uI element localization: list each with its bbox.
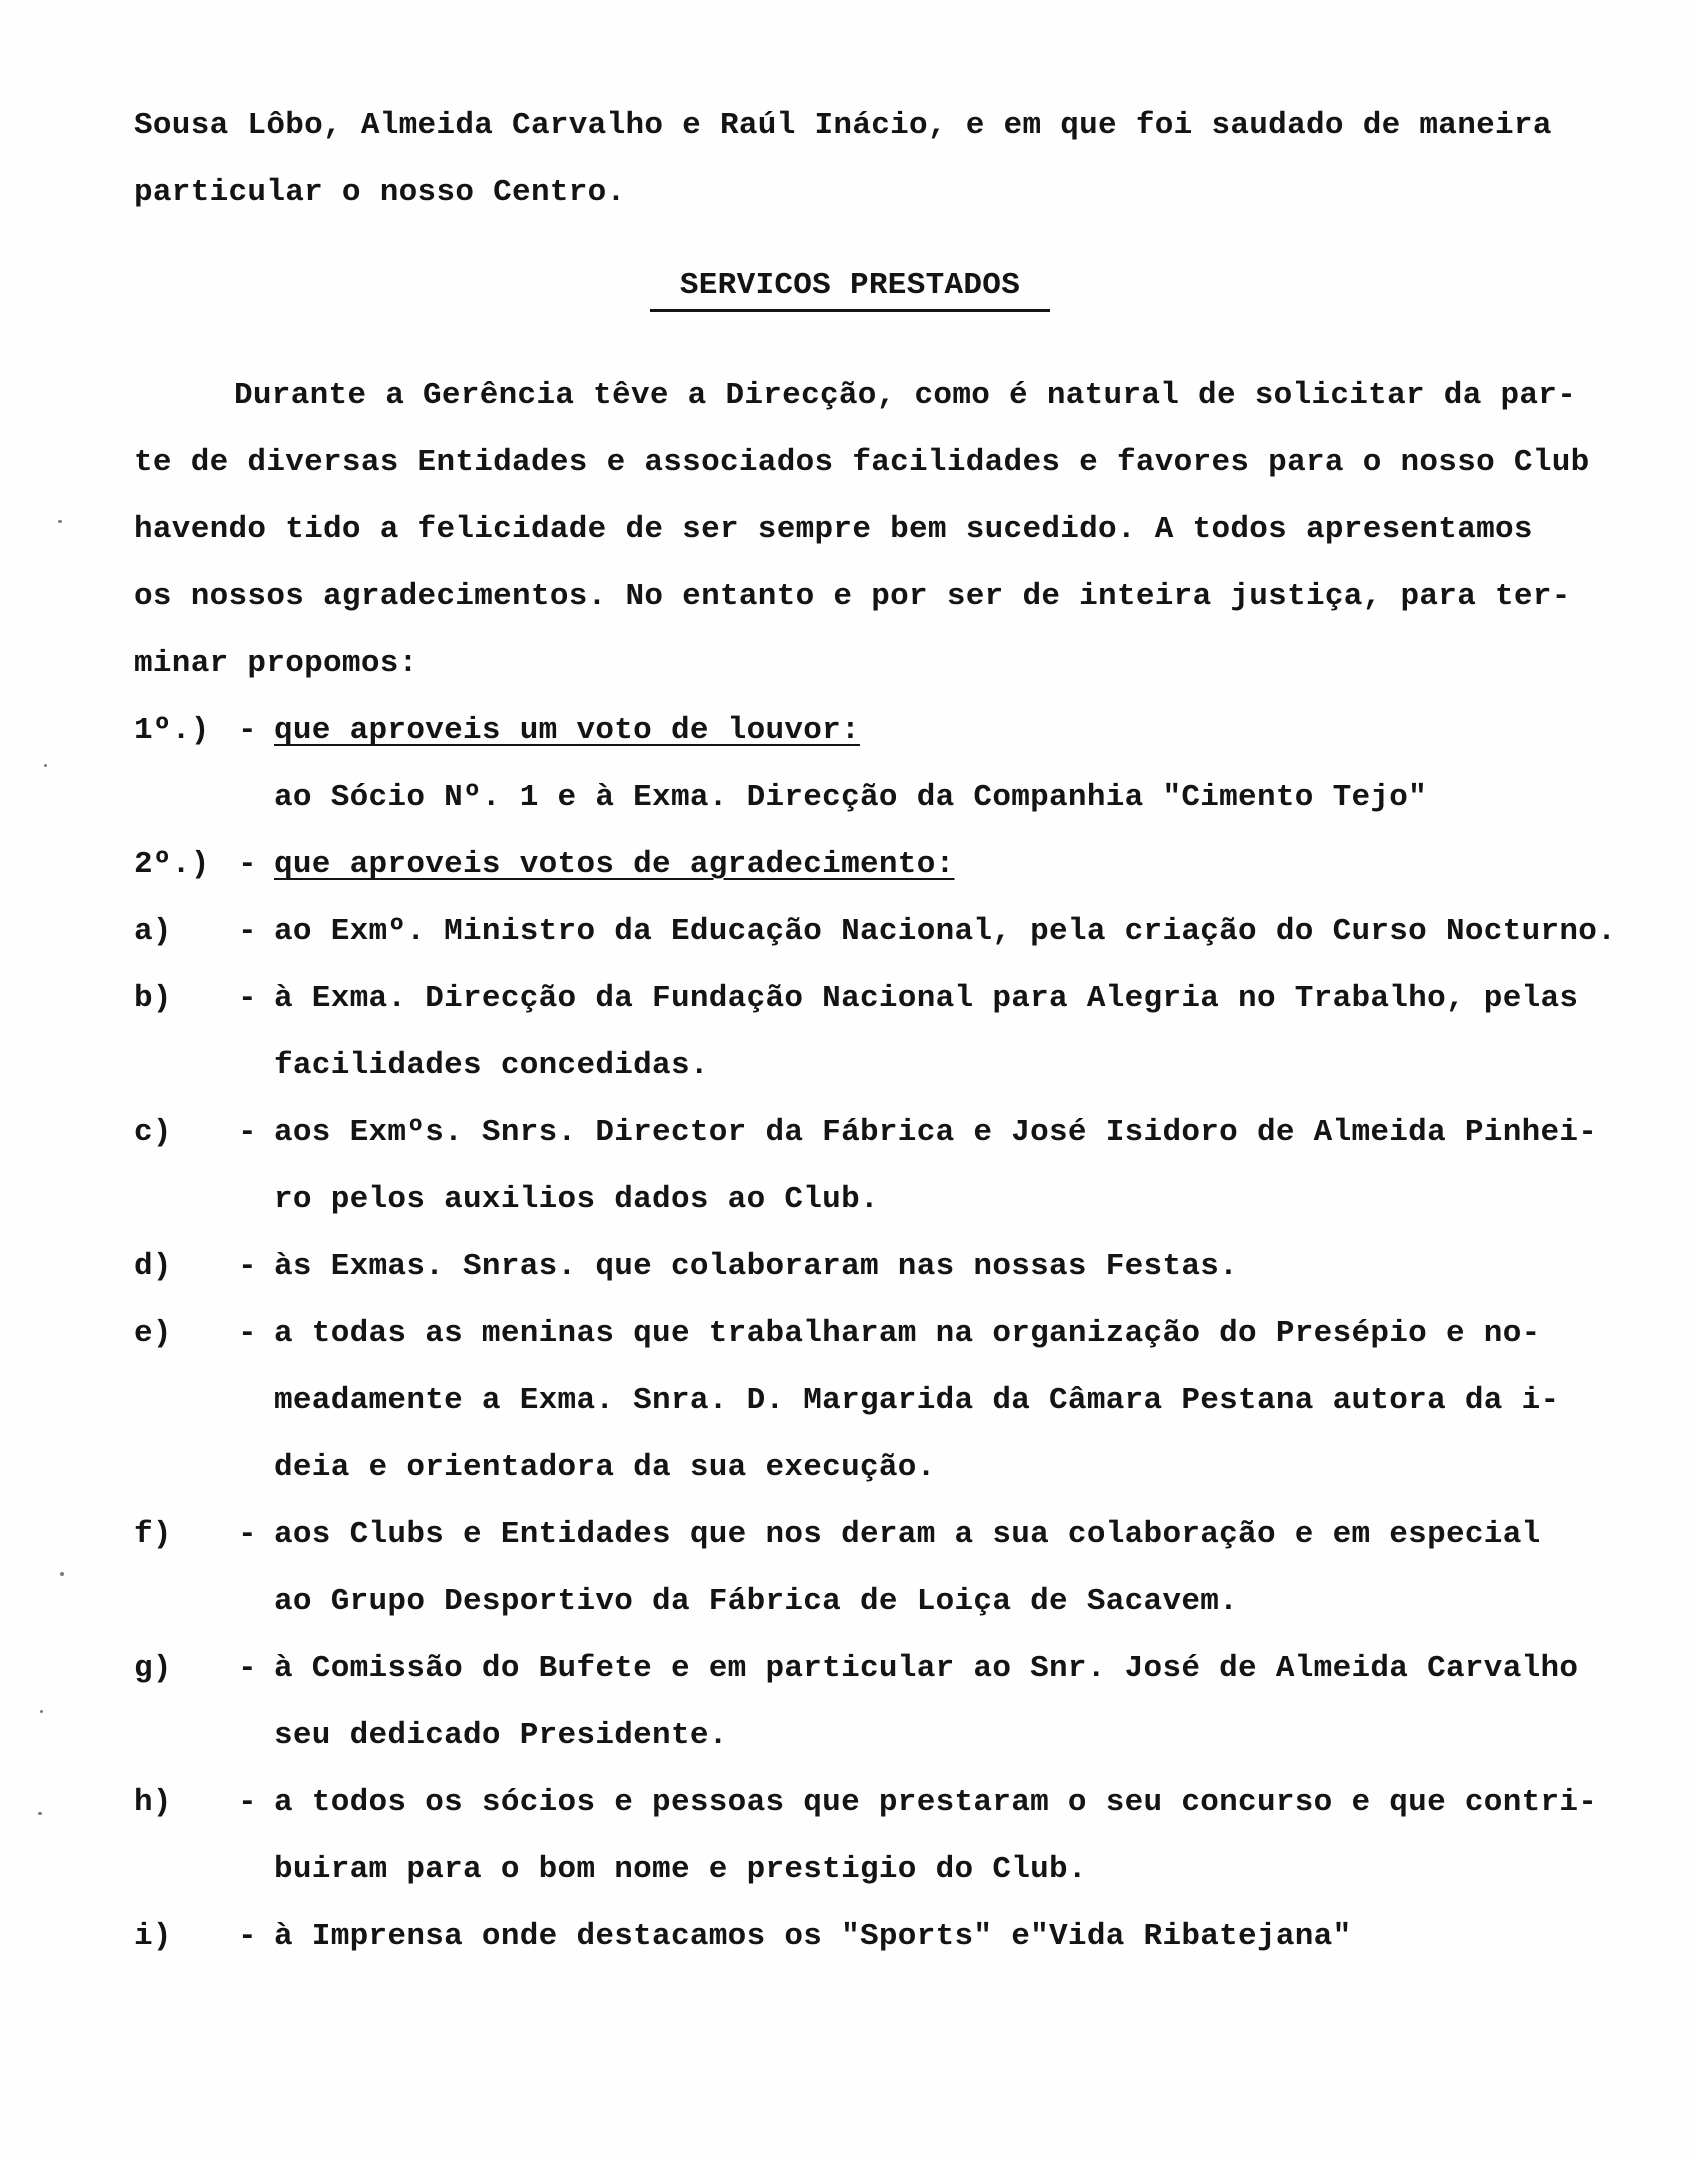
- item-dash: -: [238, 1249, 257, 1284]
- proposal-heading: que aproveis votos de agradecimento:: [274, 847, 955, 882]
- paragraph-line: minar propomos:: [134, 646, 418, 681]
- item-text: meadamente a Exma. Snra. D. Margarida da Câmara Pestana autora da i-: [274, 1383, 1560, 1418]
- scan-speck: [60, 1572, 64, 1576]
- item-label: e): [134, 1316, 172, 1351]
- proposal-dash: -: [238, 713, 257, 748]
- paragraph-line: os nossos agradecimentos. No entanto e por ser de inteira justiça, para ter-: [134, 579, 1571, 614]
- item-text: à Imprensa onde destacamos os "Sports" e"Vida Ribatejana": [274, 1919, 1352, 1954]
- item-dash: -: [238, 1785, 257, 1820]
- item-text: ro pelos auxilios dados ao Club.: [274, 1182, 879, 1217]
- item-text: a todas as meninas que trabalharam na organização do Presépio e no-: [274, 1316, 1541, 1351]
- proposal-number: 1º.): [134, 713, 210, 748]
- intro-line-1: Sousa Lôbo, Almeida Carvalho e Raúl Inácio, e em que foi saudado de maneira: [134, 108, 1552, 143]
- item-dash: -: [238, 914, 257, 949]
- item-label: i): [134, 1919, 172, 1954]
- scan-speck: [58, 520, 62, 523]
- scan-speck: [44, 764, 47, 767]
- paragraph-line: havendo tido a felicidade de ser sempre bem sucedido. A todos apresentamos: [134, 512, 1533, 547]
- item-label: g): [134, 1651, 172, 1686]
- item-dash: -: [238, 1517, 257, 1552]
- item-text: aos Clubs e Entidades que nos deram a sua colaboração e em especial: [274, 1517, 1541, 1552]
- item-text: a todos os sócios e pessoas que prestaram o seu concurso e que contri-: [274, 1785, 1598, 1820]
- paragraph-line: te de diversas Entidades e associados facilidades e favores para o nosso Club: [134, 445, 1590, 480]
- proposal-number: 2º.): [134, 847, 210, 882]
- item-dash: -: [238, 981, 257, 1016]
- item-dash: -: [238, 1115, 257, 1150]
- proposal-dash: -: [238, 847, 257, 882]
- item-text: à Exma. Direcção da Fundação Nacional para Alegria no Trabalho, pelas: [274, 981, 1579, 1016]
- item-dash: -: [238, 1651, 257, 1686]
- item-text: ao Exmº. Ministro da Educação Nacional, pela criação do Curso Nocturno.: [274, 914, 1617, 949]
- item-text: aos Exmºs. Snrs. Director da Fábrica e José Isidoro de Almeida Pinhei-: [274, 1115, 1598, 1150]
- item-text: buiram para o bom nome e prestigio do Club.: [274, 1852, 1087, 1887]
- item-text: seu dedicado Presidente.: [274, 1718, 728, 1753]
- item-label: b): [134, 981, 172, 1016]
- scan-speck: [40, 1710, 43, 1713]
- item-label: f): [134, 1517, 172, 1552]
- item-label: h): [134, 1785, 172, 1820]
- item-text: deia e orientadora da sua execução.: [274, 1450, 936, 1485]
- paragraph-line: Durante a Gerência têve a Direcção, como é natural de solicitar da par-: [234, 378, 1577, 413]
- scan-speck: [38, 1812, 42, 1815]
- item-text: à Comissão do Bufete e em particular ao Snr. José de Almeida Carvalho: [274, 1651, 1579, 1686]
- item-text: às Exmas. Snras. que colaboraram nas nossas Festas.: [274, 1249, 1239, 1284]
- item-dash: -: [238, 1919, 257, 1954]
- item-label: a): [134, 914, 172, 949]
- proposal-text: ao Sócio Nº. 1 e à Exma. Direcção da Companhia "Cimento Tejo": [274, 780, 1428, 815]
- intro-line-2: particular o nosso Centro.: [134, 175, 626, 210]
- item-text: ao Grupo Desportivo da Fábrica de Loiça de Sacavem.: [274, 1584, 1239, 1619]
- item-text: facilidades concedidas.: [274, 1048, 709, 1083]
- section-heading: SERVICOS PRESTADOS: [650, 268, 1050, 312]
- item-dash: -: [238, 1316, 257, 1351]
- item-label: d): [134, 1249, 172, 1284]
- item-label: c): [134, 1115, 172, 1150]
- proposal-heading: que aproveis um voto de louvor:: [274, 713, 860, 748]
